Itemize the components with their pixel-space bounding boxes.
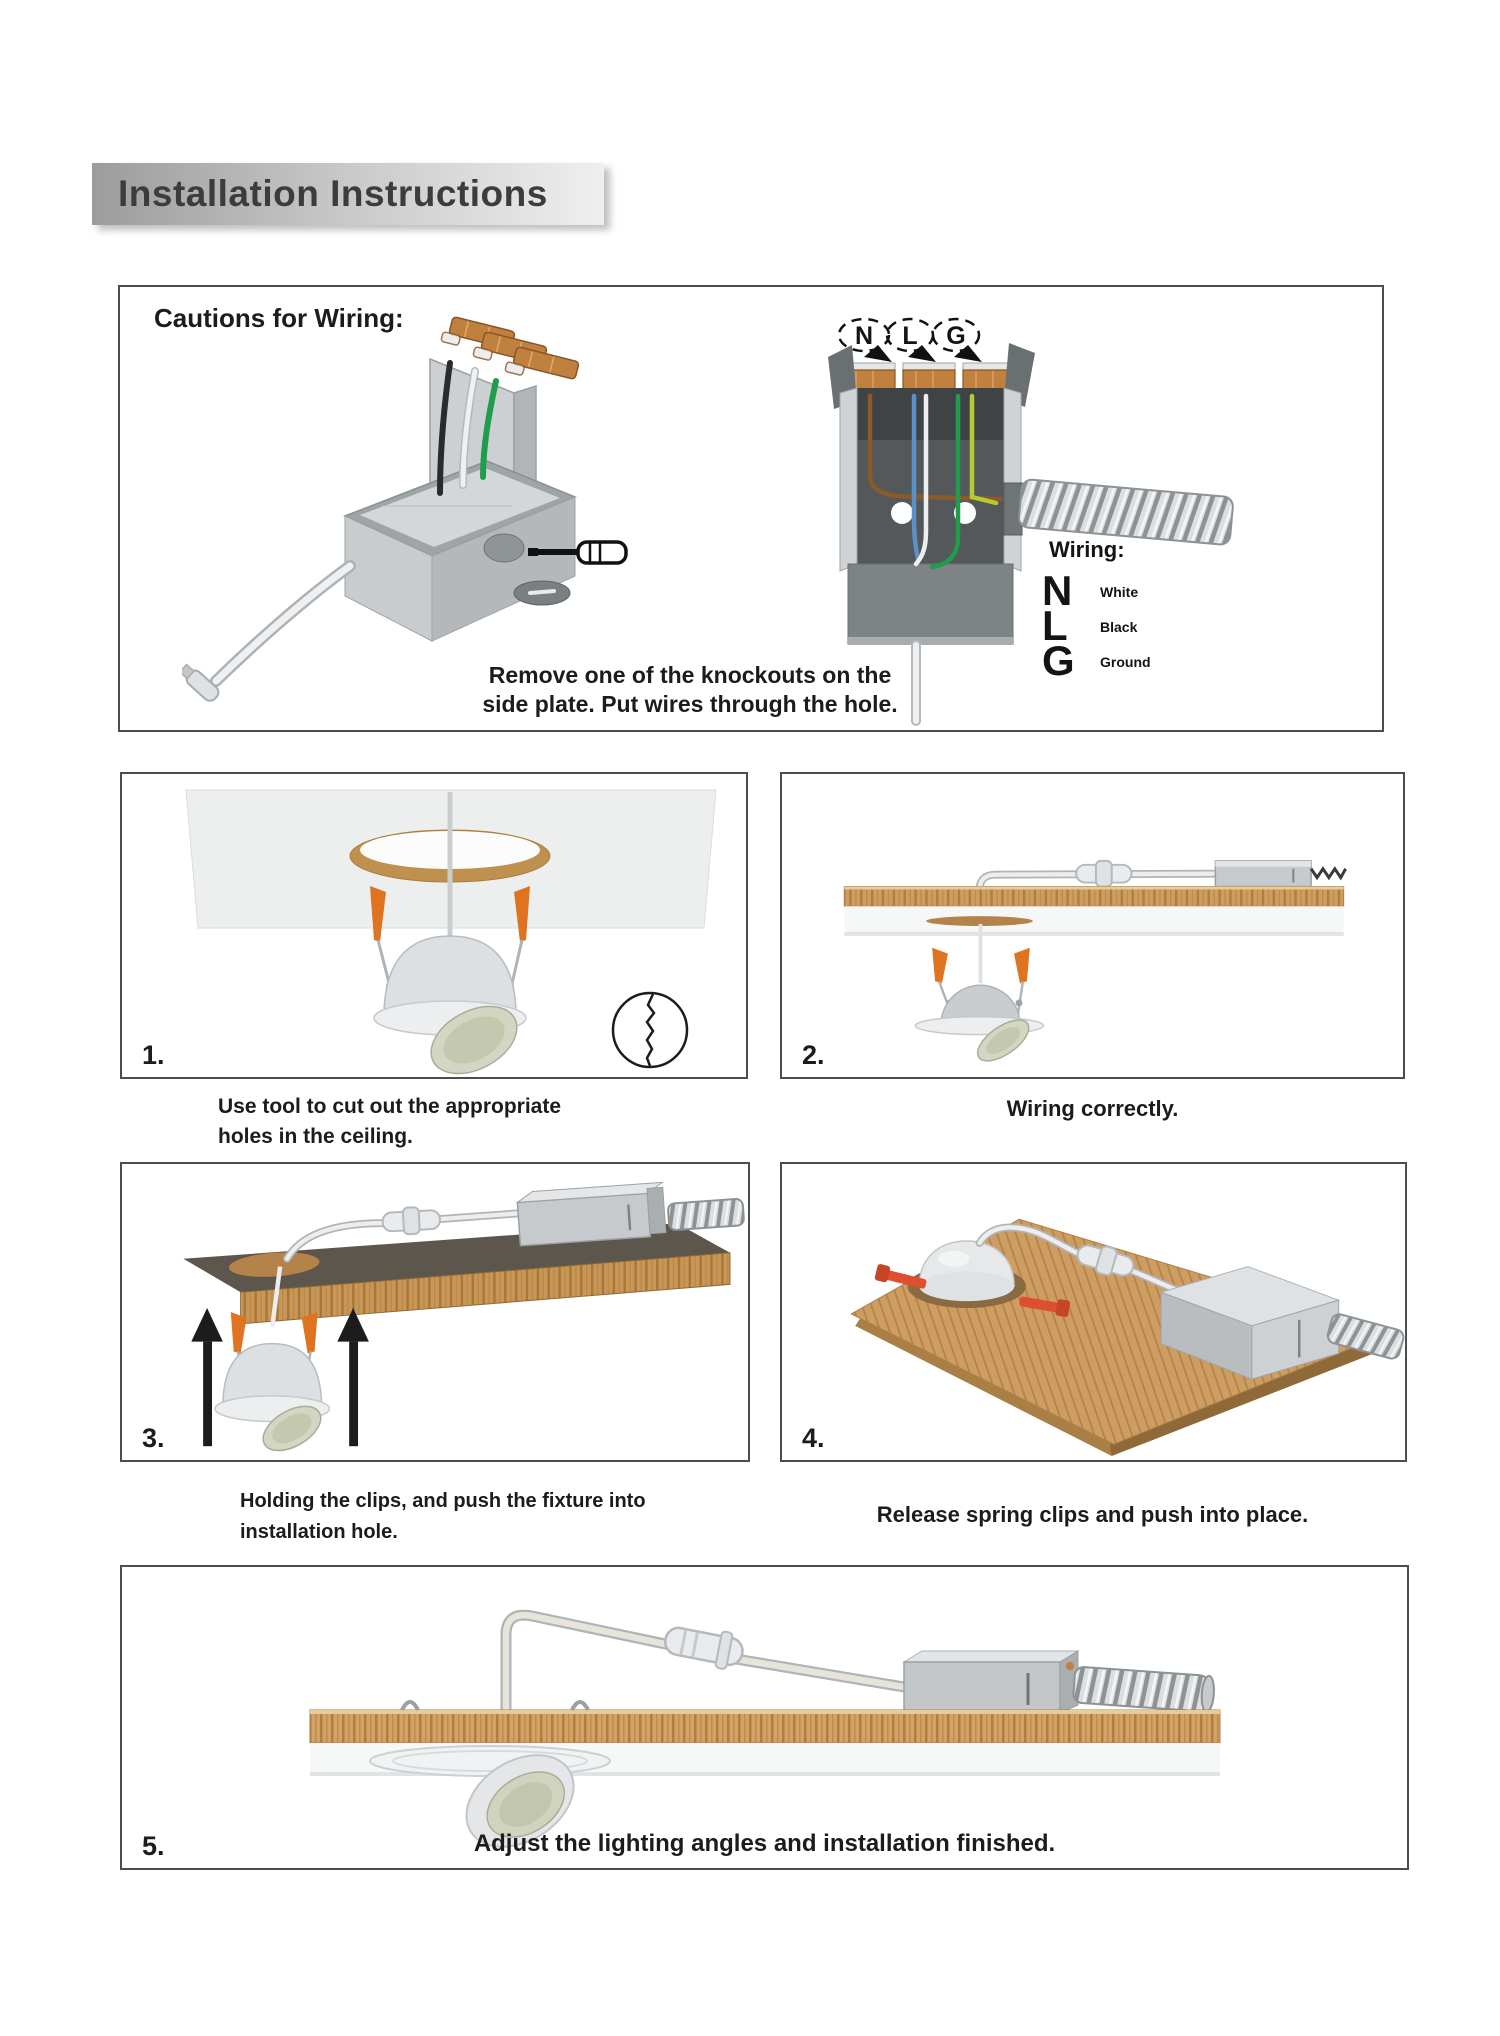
step4-number: 4. bbox=[802, 1423, 825, 1453]
step3-caption bbox=[240, 1486, 646, 1548]
inline-connector bbox=[662, 1621, 746, 1672]
fixture-with-clips bbox=[215, 1312, 329, 1460]
legend-label-black: Black bbox=[1100, 619, 1138, 635]
step5-number: 5. bbox=[142, 1831, 165, 1861]
step3-caption-line1: Holding the clips, and push the fixture into bbox=[240, 1490, 646, 1512]
step3-illustration bbox=[122, 1164, 748, 1460]
step3-panel bbox=[120, 1162, 750, 1462]
legend-key-n: N bbox=[1042, 567, 1073, 614]
step1-number: 1. bbox=[142, 1040, 165, 1070]
svg-text:N: N bbox=[854, 322, 874, 350]
cautions-caption-line1: Remove one of the knockouts on the bbox=[488, 662, 892, 688]
driver-box bbox=[517, 1182, 666, 1245]
cautions-caption-line2: side plate. Put wires through the hole. bbox=[482, 691, 898, 717]
step1-caption-line2: holes in the ceiling. bbox=[218, 1125, 413, 1148]
hole-saw-icon bbox=[613, 993, 687, 1067]
step2-illustration bbox=[782, 774, 1403, 1077]
legend-heading: Wiring: bbox=[1049, 537, 1125, 562]
step1-caption bbox=[218, 1092, 561, 1152]
page-title: Installation Instructions bbox=[118, 173, 548, 214]
step5-illustration bbox=[122, 1567, 1407, 1868]
legend-label-white: White bbox=[1100, 584, 1139, 600]
step5-panel bbox=[120, 1565, 1409, 1870]
step2-number: 2. bbox=[802, 1040, 825, 1070]
driver-box bbox=[904, 1651, 1078, 1713]
wire-tag-callouts bbox=[839, 319, 982, 362]
title-bar bbox=[92, 163, 604, 225]
step1-caption-line1: Use tool to cut out the appropriate bbox=[218, 1095, 562, 1118]
legend-key-l: L bbox=[1042, 602, 1068, 649]
downlight-fixture bbox=[374, 936, 528, 1077]
wire-tag-l bbox=[887, 319, 936, 362]
svg-text:L: L bbox=[902, 322, 918, 350]
ceiling-section bbox=[844, 887, 1343, 936]
cautions-heading: Cautions for Wiring: bbox=[154, 303, 404, 333]
inline-connector bbox=[382, 1206, 441, 1236]
step1-panel bbox=[120, 772, 748, 1079]
conduit-zigzag bbox=[1311, 869, 1346, 878]
inline-connector bbox=[1076, 861, 1131, 887]
step2-panel bbox=[780, 772, 1405, 1079]
step1-illustration bbox=[122, 774, 746, 1077]
step4-caption: Release spring clips and push into place. bbox=[876, 1502, 1309, 1527]
flex-conduit bbox=[1073, 1666, 1215, 1712]
svg-text:G: G bbox=[946, 322, 966, 350]
driver-box bbox=[1215, 861, 1345, 887]
legend-label-ground: Ground bbox=[1100, 654, 1151, 670]
cautions-panel bbox=[118, 285, 1384, 732]
step5-caption: Adjust the lighting angles and installation finished. bbox=[473, 1830, 1056, 1857]
cautions-caption bbox=[320, 661, 1060, 719]
legend-key-g: G bbox=[1042, 637, 1075, 684]
ceiling-board bbox=[183, 1223, 730, 1324]
step4-panel bbox=[780, 1162, 1407, 1462]
flex-conduit bbox=[668, 1199, 745, 1231]
step3-caption-line2: installation hole. bbox=[240, 1521, 398, 1543]
step2-caption: Wiring correctly. bbox=[1006, 1096, 1179, 1121]
flex-conduit bbox=[1004, 479, 1234, 545]
step4-illustration bbox=[782, 1164, 1405, 1460]
junction-box-open-illustration bbox=[182, 301, 682, 703]
wire-tag-g bbox=[933, 319, 982, 362]
fixture-with-clips bbox=[915, 924, 1043, 1069]
step3-number: 3. bbox=[142, 1423, 165, 1453]
